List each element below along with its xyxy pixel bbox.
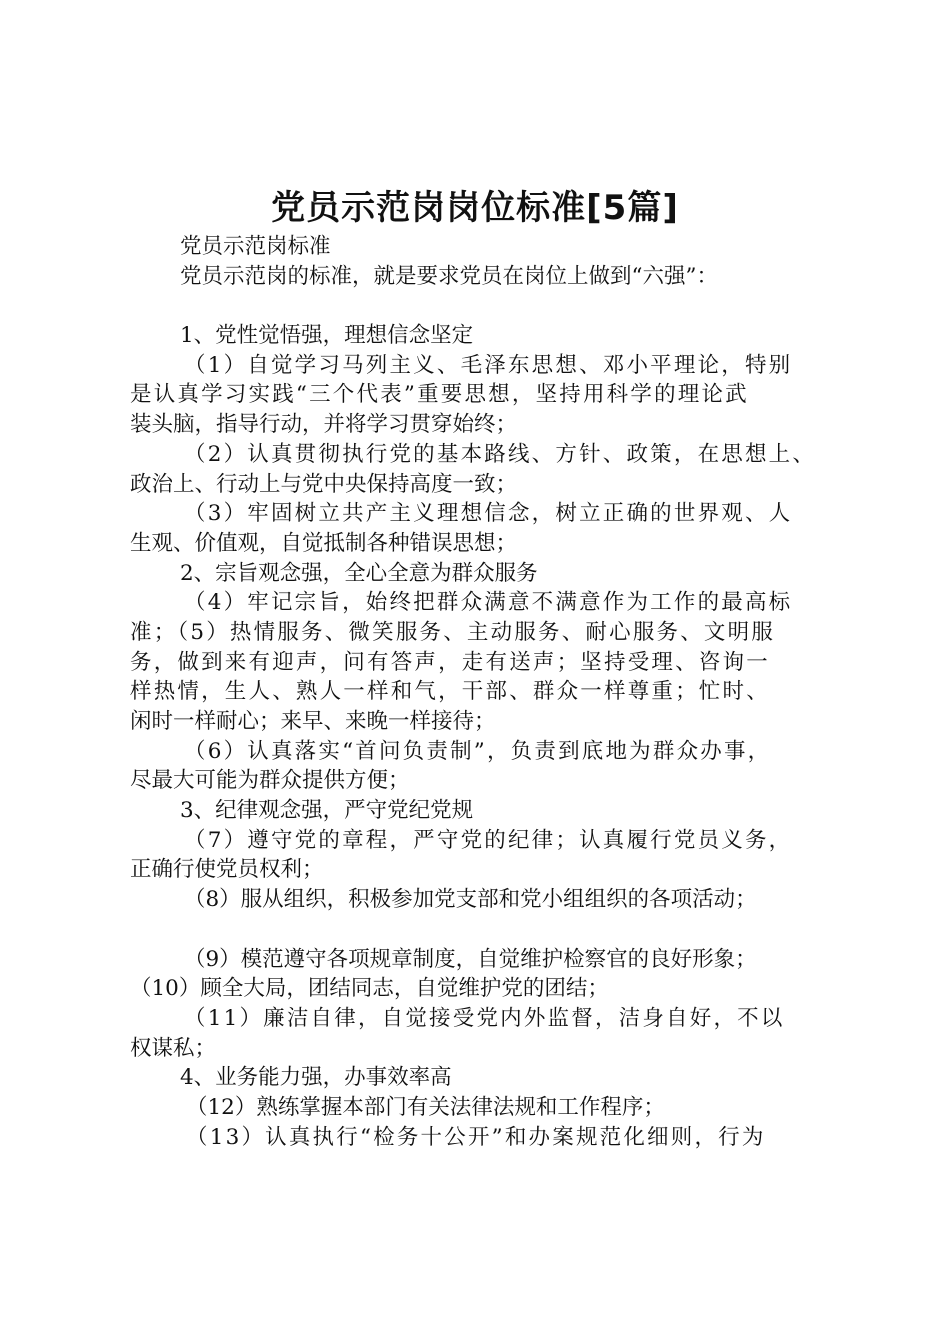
item-line: 是认真学习实践“三个代表”重要思想，坚持用科学的理论武 xyxy=(130,382,749,408)
item-line: 装头脑，指导行动，并将学习贯穿始终； xyxy=(130,412,518,438)
document-title: 党员示范岗岗位标准[5篇] xyxy=(271,188,679,228)
intro-line: 党员示范岗的标准，就是要求党员在岗位上做到“六强”： xyxy=(180,263,718,289)
item-line: 政治上、行动上与党中央保持高度一致； xyxy=(130,471,518,497)
section-heading-1: 1、党性觉悟强，理想信念坚定 xyxy=(180,323,474,349)
item-line: 正确行使党员权利； xyxy=(130,857,324,883)
item-line: （1）自觉学习马列主义、毛泽东思想、邓小平理论，特别 xyxy=(184,352,793,378)
item-line: （11）廉洁自律，自觉接受党内外监督，洁身自好，不以 xyxy=(184,1005,785,1031)
item-line: 准；（5）热情服务、微笑服务、主动服务、耐心服务、文明服 xyxy=(130,619,776,645)
document-body xyxy=(130,232,845,1152)
blank-line xyxy=(130,915,845,945)
item-line: （10）顾全大局，团结同志，自觉维护党的团结； xyxy=(130,976,609,1002)
item-line: 权谋私； xyxy=(130,1035,217,1061)
subtitle-line: 党员示范岗标准 xyxy=(180,234,331,259)
section-heading-4: 4、业务能力强，办事效率高 xyxy=(180,1065,452,1091)
item-line: 尽最大可能为群众提供方便； xyxy=(130,768,410,794)
item-line: （3）牢固树立共产主义理想信念，树立正确的世界观、人 xyxy=(184,501,793,527)
item-line: （9）模范遵守各项规章制度，自觉维护检察官的良好形象； xyxy=(184,946,757,972)
blank-line xyxy=(130,291,845,321)
item-line: （12）熟练掌握本部门有关法律法规和工作程序； xyxy=(186,1094,665,1120)
section-heading-2: 2、宗旨观念强，全心全意为群众服务 xyxy=(180,560,538,586)
item-line: 务，做到来有迎声，问有答声，走有送声；坚持受理、咨询一 xyxy=(130,649,770,675)
item-line: 样热情，生人、熟人一样和气，干部、群众一样尊重；忙时、 xyxy=(130,679,770,705)
item-line: （13）认真执行“检务十公开”和办案规范化细则，行为 xyxy=(186,1124,766,1150)
section-heading-3: 3、纪律观念强，严守党纪党规 xyxy=(180,798,474,824)
item-line: 生观、价值观，自觉抵制各种错误思想； xyxy=(130,530,518,556)
item-line: （7）遵守党的章程，严守党的纪律；认真履行党员义务， xyxy=(184,827,793,853)
item-line: （2）认真贯彻执行党的基本路线、方针、政策，在思想上、 xyxy=(184,441,817,467)
item-line: 闲时一样耐心；来早、来晚一样接待； xyxy=(130,709,496,734)
item-line: （4）牢记宗旨，始终把群众满意不满意作为工作的最高标 xyxy=(184,590,793,616)
item-line: （6）认真落实“首问负责制”，负责到底地为群众办事， xyxy=(184,738,772,764)
item-line: （8）服从组织，积极参加党支部和党小组组织的各项活动； xyxy=(184,887,757,913)
